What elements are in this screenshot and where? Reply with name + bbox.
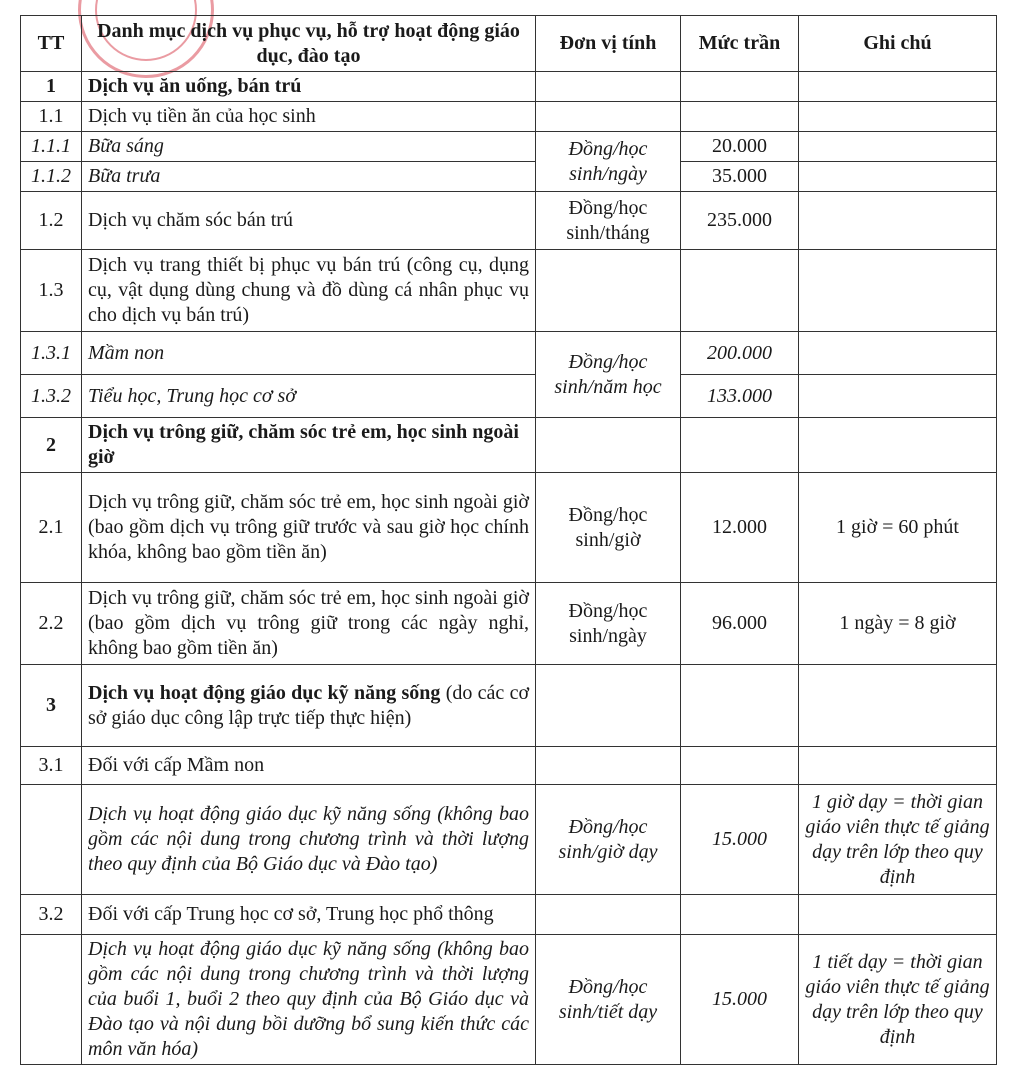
row-unit: Đồng/học sinh/năm học (536, 332, 681, 418)
header-tt: TT (21, 16, 82, 72)
row-unit: Đồng/học sinh/giờ dạy (536, 785, 681, 895)
row-name: Đối với cấp Trung học cơ sở, Trung học phổ thông (82, 895, 536, 935)
row-tt: 1.1.1 (21, 132, 82, 162)
row-name: Bữa trưa (82, 162, 536, 192)
row-name-rest: (do các cơ sở giáo dục công lập trực tiếp thực hiện) (88, 681, 530, 729)
table-row (21, 375, 997, 418)
row-unit: Đồng/học sinh/giờ (536, 473, 681, 583)
table-row (21, 785, 997, 895)
row-name: Dịch vụ ăn uống, bán trú (82, 72, 536, 102)
row-note: 1 tiết dạy = thời gian giáo viên thực tế giảng dạy trên lớp theo quy định (799, 935, 997, 1065)
table-row (21, 72, 997, 102)
row-tt: 3 (21, 665, 82, 747)
row-price: 133.000 (681, 375, 799, 418)
table-row (21, 935, 997, 1065)
table-header-row (21, 16, 997, 72)
fee-table (20, 15, 997, 1065)
header-category: Danh mục dịch vụ phục vụ, hỗ trợ hoạt động giáo dục, đào tạo (82, 16, 536, 72)
row-tt: 3.1 (21, 747, 82, 785)
row-price: 200.000 (681, 332, 799, 375)
row-name: Dịch vụ trông giữ, chăm sóc trẻ em, học sinh ngoài giờ (bao gồm dịch vụ trông giữ trước và sau giờ học chính khóa, không bao gồm tiền ăn) (82, 473, 536, 583)
row-unit: Đồng/học sinh/tháng (536, 192, 681, 250)
table-row (21, 583, 997, 665)
row-name: Bữa sáng (82, 132, 536, 162)
table-row (21, 102, 997, 132)
row-tt: 2.1 (21, 473, 82, 583)
row-price: 96.000 (681, 583, 799, 665)
row-tt: 1.1 (21, 102, 82, 132)
row-name: Dịch vụ hoạt động giáo dục kỹ năng sống (không bao gồm các nội dung trong chương trình và thời lượng của buổi 1, buổi 2 theo quy định của Bộ Giáo dục và Đào tạo và nội dung bồi dưỡng bổ sung kiến thức các môn văn hóa) (82, 935, 536, 1065)
row-tt: 1.3.2 (21, 375, 82, 418)
row-name: Đối với cấp Mầm non (82, 747, 536, 785)
header-ceiling: Mức trần (681, 16, 799, 72)
row-name: Dịch vụ trang thiết bị phục vụ bán trú (công cụ, dụng cụ, vật dụng dùng chung và đồ dùng cá nhân phục vụ cho dịch vụ bán trú) (82, 250, 536, 332)
row-name: Dịch vụ trông giữ, chăm sóc trẻ em, học sinh ngoài giờ (82, 418, 536, 473)
row-price: 15.000 (681, 935, 799, 1065)
row-name: Dịch vụ hoạt động giáo dục kỹ năng sống (không bao gồm các nội dung trong chương trình và thời lượng theo quy định của Bộ Giáo dục và Đào tạo) (82, 785, 536, 895)
row-price: 15.000 (681, 785, 799, 895)
row-name: Mầm non (82, 332, 536, 375)
table-row (21, 192, 997, 250)
header-unit: Đơn vị tính (536, 16, 681, 72)
row-name-bold: Dịch vụ hoạt động giáo dục kỹ năng sống (88, 681, 441, 704)
row-note: 1 giờ = 60 phút (799, 473, 997, 583)
table-row (21, 747, 997, 785)
row-price: 20.000 (681, 132, 799, 162)
row-note: 1 ngày = 8 giờ (799, 583, 997, 665)
row-name: Dịch vụ trông giữ, chăm sóc trẻ em, học sinh ngoài giờ (bao gồm dịch vụ trông giữ trong các ngày nghỉ, không bao gồm tiền ăn) (82, 583, 536, 665)
table-row (21, 473, 997, 583)
row-unit: Đồng/học sinh/tiết dạy (536, 935, 681, 1065)
row-name (82, 665, 536, 747)
table-row (21, 332, 997, 375)
row-price: 35.000 (681, 162, 799, 192)
row-tt: 1.2 (21, 192, 82, 250)
row-tt: 2.2 (21, 583, 82, 665)
table-row (21, 250, 997, 332)
row-tt: 1.3.1 (21, 332, 82, 375)
table-row (21, 418, 997, 473)
row-note: 1 giờ dạy = thời gian giáo viên thực tế giảng dạy trên lớp theo quy định (799, 785, 997, 895)
row-name: Tiểu học, Trung học cơ sở (82, 375, 536, 418)
row-unit: Đồng/học sinh/ngày (536, 583, 681, 665)
row-unit: Đồng/học sinh/ngày (536, 132, 681, 192)
table-row (21, 132, 997, 162)
row-name: Dịch vụ chăm sóc bán trú (82, 192, 536, 250)
table-row (21, 665, 997, 747)
row-tt: 1.3 (21, 250, 82, 332)
row-tt: 1.1.2 (21, 162, 82, 192)
row-tt: 3.2 (21, 895, 82, 935)
table-row (21, 162, 997, 192)
header-note: Ghi chú (799, 16, 997, 72)
row-tt: 2 (21, 418, 82, 473)
row-price: 235.000 (681, 192, 799, 250)
row-tt: 1 (21, 72, 82, 102)
row-price: 12.000 (681, 473, 799, 583)
table-row (21, 895, 997, 935)
row-name: Dịch vụ tiền ăn của học sinh (82, 102, 536, 132)
